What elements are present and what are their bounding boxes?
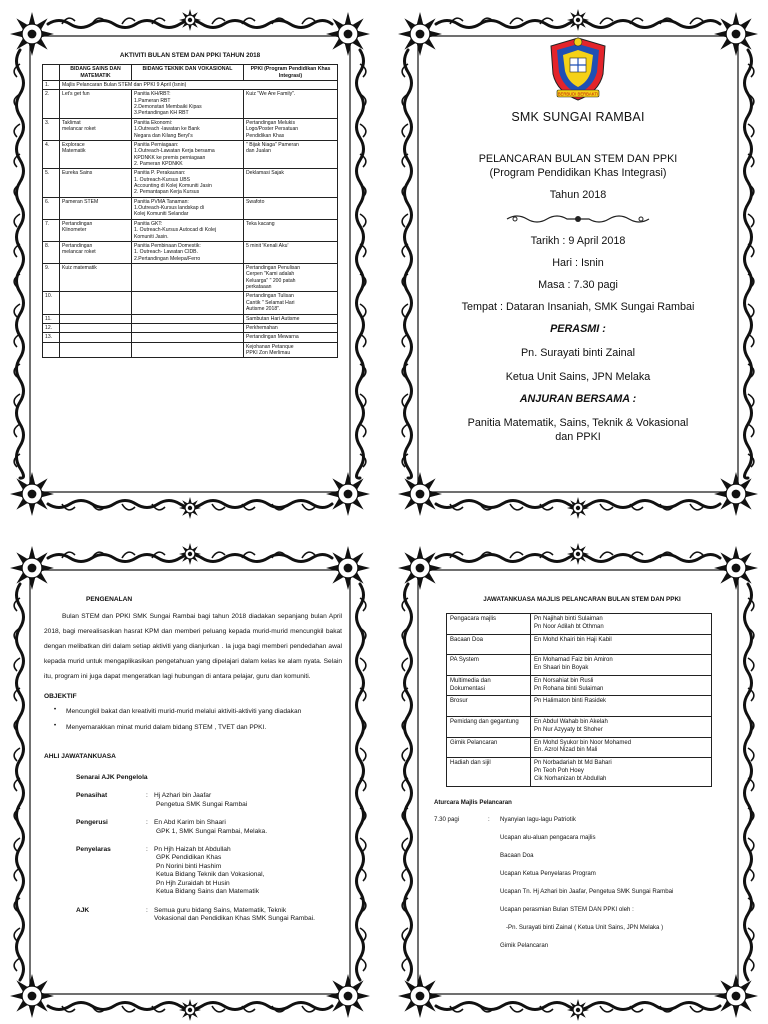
activity-line: Eureka Sains (62, 170, 93, 177)
header-teknik: BIDANG TEKNIK DAN VOKASIONAL (132, 65, 244, 81)
ajk-name-line: Hj Azhari bin Jaafar (154, 792, 212, 800)
vine-border (357, 50, 364, 478)
activity-ppki-cell (244, 90, 338, 118)
committee-names (531, 655, 712, 676)
aturcara-item: Ucapan Tn. Hj Azhari bin Jaafar, Pengetua SMK Sungai Rambai (500, 887, 674, 895)
activity-line: Kejohanan Petanque (246, 343, 294, 350)
activity-row (43, 263, 338, 291)
activity-teknik-cell (132, 263, 244, 291)
activity-line: Kolej Komuniti Selandar (134, 211, 189, 218)
activity-teknik-cell (132, 197, 244, 219)
event-title: PELANCARAN BULAN STEM DAN PPKI (478, 153, 678, 165)
ajk-colon: : (146, 906, 148, 914)
activity-row (43, 90, 338, 118)
activity-line: Panitia Ekonomi: (134, 119, 173, 126)
activity-line: Explorace (62, 141, 85, 148)
activity-line: Pertandingan Mewarna (246, 334, 299, 341)
ajk-heading: AHLI JAWATANKUASA (44, 753, 116, 761)
ajk-colon: : (146, 819, 148, 827)
committee-row (447, 634, 712, 655)
row-number: 5. (43, 169, 60, 197)
committee-role: Hadiah dan sijil (447, 758, 531, 786)
aturcara-item: -Pn. Surayati binti Zainal ( Ketua Unit Sains, JPN Melaka ) (506, 923, 664, 931)
header-ppki: PPKI (Program Pendidikan Khas Integrasi) (244, 65, 338, 81)
committee-name-line: En Mohd Khairi bin Haji Kabil (534, 636, 612, 643)
activities-title: AKTIVITI BULAN STEM DAN PPKI TAHUN 2018 (119, 52, 261, 59)
committee-names (531, 758, 712, 786)
committee-names (531, 696, 712, 717)
activity-line: Autisme 2018". (246, 306, 281, 313)
event-venue: Tempat : Dataran Insaniah, SMK Sungai Rambai (461, 301, 695, 314)
activity-line: 2. Pemantapan Kerja Kursus (134, 189, 200, 196)
row-number: 1. (43, 81, 60, 90)
objektif-text: Menyemarakkan minat murid dalam bidang STEM , TVET dan PPKI. (66, 724, 267, 732)
perasmi-name: Pn. Surayati binti Zainal (520, 347, 636, 360)
activity-line: Pertandingan Melukis (246, 119, 295, 126)
vine-curl (14, 124, 20, 137)
row-number: 3. (43, 118, 60, 140)
aturcara-item: Ucapan perasmian Bulan STEM DAN PPKI oleh : (500, 905, 634, 913)
ajk-subheading: Senarai AJK Pengelola (76, 773, 148, 781)
activity-teknik-cell (132, 219, 244, 241)
vine-curl (402, 658, 408, 671)
activity-ppki-cell (244, 118, 338, 140)
vine-border (357, 584, 364, 980)
aturcara-first-row (434, 816, 730, 823)
activity-ppki-cell (244, 169, 338, 197)
activity-line: Pendidikan Khas (246, 132, 285, 139)
aturcara-item: Ucapan alu-aluan pengacara majlis (500, 833, 596, 841)
activity-teknik-cell (132, 90, 244, 118)
activity-sains-cell (60, 263, 132, 291)
ajk-names (154, 792, 342, 809)
committee-name-line: En. Azrol Nizad bin Mali (534, 747, 598, 754)
anjuran-line1: Panitia Matematik, Sains, Teknik & Vokasional (467, 417, 689, 430)
activity-ppki-cell (244, 292, 338, 314)
activity-row (43, 169, 338, 197)
vine-curl (510, 504, 523, 510)
activity-line: Cerpen "Kami adalah (246, 271, 295, 278)
activity-line: 1.Pameran RBT (134, 97, 171, 104)
row-number (43, 342, 60, 358)
activity-line: melancar roket (62, 126, 96, 133)
activity-teknik-cell (132, 140, 244, 168)
aturcara-item: Bacaan Doa (500, 851, 534, 859)
row-number: 12. (43, 323, 60, 332)
activity-teknik-cell (132, 314, 244, 323)
committee-role: Brosur (447, 696, 531, 717)
intro-heading: PENGENALAN (86, 596, 133, 603)
event-day: Hari : Isnin (552, 257, 604, 270)
ajk-name-line: Pengetua SMK Sungai Rambai (156, 800, 248, 808)
committee-name-line: Pn Halimaton binti Rasidek (534, 698, 607, 705)
activity-line: Panitia PVMA Tanaman: (134, 198, 189, 205)
vine-border (745, 584, 752, 980)
corner-star-ornament (326, 546, 370, 590)
vine-curl (14, 658, 20, 671)
committee-name-line: En Mohamad Faiz bin Amiron (534, 657, 613, 664)
activity-line: Pertandingan Penulisan (246, 264, 301, 271)
activity-line: Panitia Pembinaan Domestik: (134, 242, 201, 249)
activity-teknik-cell (132, 118, 244, 140)
corner-star-ornament (714, 546, 758, 590)
committee-role: Pemidang dan gegantung (447, 716, 531, 737)
row-number: 8. (43, 241, 60, 263)
corner-star-ornament (179, 9, 201, 31)
committee-name-line: Pn Teoh Poh Hoey (534, 767, 584, 774)
activity-sains-cell (60, 140, 132, 168)
activities-header-row (43, 65, 338, 81)
ajk-name-line: Pn Norini binti Hashim (156, 862, 222, 870)
vine-curl (122, 18, 135, 24)
event-subtitle: (Program Pendidikan Khas Integrasi) (489, 167, 667, 180)
activity-ppki-cell (244, 219, 338, 241)
spacer (534, 706, 708, 714)
row-number: 4. (43, 140, 60, 168)
activity-sains-cell (60, 197, 132, 219)
corner-star-ornament (567, 543, 589, 565)
opening-text: Majlis Pelancaran Bulan STEM dan PPKI 9 April (Isnin) (60, 81, 338, 90)
event-year: Tahun 2018 (549, 189, 607, 202)
spacer (534, 644, 708, 652)
activity-teknik-cell (132, 169, 244, 197)
perasmi-label: PERASMI : (550, 323, 606, 336)
activity-line: 1.Outreach -lawatan ke Bank (134, 126, 200, 133)
activity-sains-cell (60, 342, 132, 358)
activity-row (43, 197, 338, 219)
objektif-list (44, 706, 342, 733)
activity-line: Komuniti Jasin. (134, 233, 169, 240)
activity-line: Keluarga" " 200 patah (246, 277, 296, 284)
row-number: 13. (43, 333, 60, 342)
ajk-role: Pengerusi (76, 819, 108, 827)
ajk-name-line: Pn Hjh Zuraidah bt Husin (156, 879, 230, 887)
activity-ppki-cell (244, 314, 338, 323)
activity-teknik-cell (132, 241, 244, 263)
committee-role: Gimik Pelancaran (447, 737, 531, 758)
activity-line: melancar roket (62, 249, 96, 256)
vine-curl (510, 18, 523, 24)
committee-name-line: Pn Noor Adilah bt Othman (534, 623, 604, 630)
activity-line: 5 minit 'Kenali Aku' (246, 242, 289, 249)
vine-curl (402, 124, 408, 137)
ajk-member-row (76, 792, 342, 809)
introduction-page (4, 540, 376, 1024)
activity-line: Teka kacang (246, 220, 275, 227)
ajk-role: AJK (76, 906, 90, 914)
activity-teknik-cell (132, 323, 244, 332)
activity-line: Pameran STEM (62, 198, 99, 205)
activity-ppki-cell (244, 197, 338, 219)
committee-name-line: Pn Najihah binti Sulaiman (534, 616, 603, 622)
aturcara-time: 7.30 pagi (434, 815, 460, 823)
committee-role: PA System (447, 655, 531, 676)
vine-curl (748, 124, 754, 137)
anjuran-label: ANJURAN BERSAMA : (519, 393, 637, 406)
committee-row (447, 758, 712, 786)
activity-teknik-cell (132, 342, 244, 358)
activity-row (43, 219, 338, 241)
activity-row (43, 323, 338, 332)
activity-line: Kuiz matematik (62, 264, 97, 271)
ajk-name-line: Ketua Bidang Teknik dan Vokasional, (156, 871, 265, 879)
vine-curl (122, 504, 135, 510)
activity-line: perkataaan (246, 284, 272, 291)
vine-curl (748, 658, 754, 671)
objektif-text: Mencungkil bakat dan kreativiti murid-murid melalui aktiviti-aktiviti yang diadakan (66, 708, 302, 716)
ajk-name-line: Pn Hjh Haizah bt Abdullah (154, 846, 231, 854)
activity-line: " Bijak Niaga" Pameran (246, 141, 299, 148)
activities-table (42, 64, 338, 358)
row-number: 6. (43, 197, 60, 219)
activity-teknik-cell (132, 333, 244, 342)
activity-line: 1. Outreach-Kursus UBS (134, 176, 191, 183)
objektif-heading: OBJEKTIF (44, 692, 77, 700)
activity-line: Logo/Poster Persatuan (246, 126, 299, 133)
committee-row (447, 655, 712, 676)
activity-line: Panitia GKT: (134, 220, 163, 227)
ajk-member-row (76, 846, 342, 897)
vine-curl (360, 124, 366, 137)
activity-line: Swafoto (246, 198, 265, 205)
activity-ppki-cell (244, 140, 338, 168)
vine-curl (402, 424, 408, 437)
objektif-item (44, 722, 342, 733)
activity-sains-cell (60, 314, 132, 323)
row-number: 10. (43, 292, 60, 314)
activity-sains-cell (60, 118, 132, 140)
activity-row (43, 314, 338, 323)
committee-name-line: En Mohd Syukor bin Noor Mohamed (534, 739, 632, 746)
crest-motto: BERBUDI BERBAKTI (557, 91, 599, 97)
activity-ppki-cell (244, 342, 338, 358)
activity-teknik-cell (132, 292, 244, 314)
ajk-name-line: GPK 1, SMK Sungai Rambai, Melaka. (156, 827, 268, 835)
committee-names (531, 675, 712, 696)
activity-sains-cell (60, 219, 132, 241)
school-crest-logo (543, 34, 613, 104)
activity-line: Perkhemahan (246, 324, 278, 331)
committee-name-line: En Shaari bin Boyak (534, 664, 589, 671)
activities-content (42, 52, 338, 494)
activity-line: Panitia P. Perakaunan: (134, 170, 186, 177)
aturcara-item: Ucapan Ketua Penyelaras Program (500, 869, 596, 877)
activity-line: Let's get fun (62, 91, 90, 98)
activity-line: 1. Outreach- Lawatan CIDB. (134, 249, 198, 256)
activity-line: dan Jualan (246, 148, 271, 155)
activity-line: Matematik (62, 148, 86, 155)
corner-star-ornament (179, 543, 201, 565)
aturcara-list (434, 834, 730, 949)
ajk-name-line: Semua guru bidang Sains, Matematik, Teknik (154, 906, 287, 914)
vine-curl (14, 424, 20, 437)
activity-ppki-cell (244, 333, 338, 342)
activity-line: Pertandingan (62, 220, 93, 227)
ajk-names (154, 846, 342, 897)
school-name: SMK SUNGAI RAMBAI (511, 110, 645, 124)
ajk-name-line: GPK Pendidikan Khas (156, 854, 222, 862)
perasmi-title: Ketua Unit Sains, JPN Melaka (505, 371, 651, 384)
vine-curl (14, 958, 20, 971)
activity-line: 1. Outreach-Kursus Autocad di Kolej (134, 227, 217, 234)
activity-ppki-cell (244, 263, 338, 291)
vine-curl (510, 552, 523, 558)
activity-line: Accounting di Kolej Komuniti Jasin (134, 183, 212, 190)
ajk-member-row (76, 819, 342, 836)
committee-name-line: En Norsahiat bin Rusli (534, 677, 594, 684)
committee-row (447, 737, 712, 758)
activity-line: Sambutan Hari Autisme (246, 315, 300, 322)
corner-star-ornament (10, 546, 54, 590)
header-no (43, 65, 60, 81)
activity-line: Pertandingan Tulisan (246, 293, 294, 300)
vine-curl (360, 424, 366, 437)
committee-table (446, 613, 712, 787)
committee-names (531, 737, 712, 758)
activity-line: Panitia Perniagaan: (134, 141, 179, 148)
committee-name-line: Pn Norbadariah bt Md Bahari (534, 760, 612, 767)
activity-line: Klinometer (62, 227, 87, 234)
aturcara-item: Nyanyian lagu-lagu Patriotik (500, 815, 576, 823)
introduction-content (44, 596, 342, 1024)
corner-star-ornament (326, 12, 370, 56)
activity-line: 1.Outreach-Lawatan Kerja bersama (134, 148, 215, 155)
committee-name-line: Cik Norhanizan bt Abdullah (534, 775, 607, 782)
ajk-name-line: Vokasional dan Pendidikan Khas SMK Sungai Rambai. (154, 915, 315, 923)
activity-sains-cell (60, 292, 132, 314)
committee-title: JAWATANKUASA MAJLIS PELANCARAN BULAN STEM DAN PPKI (483, 596, 681, 603)
committee-role: Bacaan Doa (447, 634, 531, 655)
activity-row (43, 118, 338, 140)
activity-line: 1.Outreach-Kursus landskap di (134, 205, 204, 212)
committee-row (447, 716, 712, 737)
aturcara-title: Aturcara Majlis Pelancaran (434, 798, 512, 806)
ajk-name-line: Ketua Bidang Sains dan Matematik (156, 888, 259, 896)
vine-curl (748, 424, 754, 437)
corner-star-ornament (398, 546, 442, 590)
vine-curl (402, 958, 408, 971)
committee-role: Multimedia dan Dokumentasi (447, 675, 531, 696)
ajk-names (154, 907, 342, 924)
corner-star-ornament (567, 9, 589, 31)
corner-star-ornament (179, 497, 201, 519)
committee-row (447, 675, 712, 696)
ajk-colon: : (146, 846, 148, 854)
aturcara-colon: : (488, 815, 490, 823)
activity-ppki-cell (244, 323, 338, 332)
vine-border (405, 50, 412, 478)
bullet-icon: • (53, 706, 57, 714)
activity-sains-cell (60, 169, 132, 197)
vine-curl (122, 552, 135, 558)
vine-curl (360, 958, 366, 971)
ajk-names (154, 819, 342, 836)
ajk-role: Penasihat (76, 792, 108, 800)
activity-line: Pertandingan (62, 242, 93, 249)
committee-row (447, 696, 712, 717)
activity-row (43, 333, 338, 342)
aturcara-item: Gimik Pelancaran (500, 941, 549, 949)
objektif-item (44, 706, 342, 717)
committee-content (434, 596, 730, 1024)
committee-row (447, 614, 712, 635)
activity-sains-cell (60, 241, 132, 263)
ajk-list (76, 792, 342, 923)
row-number: 2. (43, 90, 60, 118)
committee-name-line: Pn Nur Azyyaty bt Shoher (534, 726, 603, 733)
intro-paragraph: Bulan STEM dan PPKI SMK Sungai Rambai bagi tahun 2018 diadakan sepanjang bulan April 2018, bagi merealisasikan hasrat KPM dan memberi peluang kepada murid-murid mencungkil bakat dengan melibatkan diri dalam setiap aktiviti yang dianjurkan . Ia juga bagi memberi pendedahan awal kepada murid untuk mengaplikasikan pengetahuan yang dipelajari dalam kelas ke alam nyata. Selain itu, program ini juga dapat mengeratkan lagi hubungan di antara pelajar, guru dan komuniti. (44, 613, 342, 680)
event-date: Tarikh : 9 April 2018 (530, 235, 626, 248)
activity-line: Taklimat (62, 119, 81, 126)
activity-line: 2.Demonstari Membaiki Kipas (134, 104, 202, 111)
activity-line: 2. Pameran KPDNKK (134, 160, 183, 167)
ajk-role: Penyelaras (76, 846, 111, 854)
activity-line: PPKI Zon Merlimau (246, 349, 291, 356)
vine-curl (360, 658, 366, 671)
activity-line: 3.Pertandingan KH RBT (134, 110, 189, 117)
activity-ppki-cell (244, 241, 338, 263)
corner-star-ornament (10, 12, 54, 56)
activity-row (43, 342, 338, 358)
activity-sains-cell (60, 333, 132, 342)
committee-names (531, 614, 712, 635)
row-number: 7. (43, 219, 60, 241)
activity-sains-cell (60, 90, 132, 118)
vine-border (17, 584, 24, 980)
committee-name-line: En Abdul Wahab bin Akelah (534, 718, 608, 725)
committee-names (531, 634, 712, 655)
activities-page (4, 6, 376, 522)
ajk-member-row (76, 907, 342, 924)
committee-page (392, 540, 764, 1024)
vine-border (405, 584, 412, 980)
vine-curl (748, 958, 754, 971)
activity-line: KPDNKK ke premis perniagaan (134, 154, 206, 161)
activity-line: Panitia KH/RBT: (134, 91, 171, 98)
ajk-name-line: En Abd Karim bin Shaari (154, 819, 226, 827)
activity-row (43, 292, 338, 314)
activity-row (43, 241, 338, 263)
activity-line: Kuiz "We Are Family". (246, 91, 296, 98)
row-number: 11. (43, 314, 60, 323)
activity-line: Negara dan Kilang Beryl's (134, 132, 193, 139)
header-sains: BIDANG SAINS DAN MATEMATIK (60, 65, 132, 81)
activity-line: Deklamasi Sajak (246, 170, 284, 177)
event-time: Masa : 7.30 pagi (538, 279, 618, 292)
bullet-icon: • (53, 722, 57, 730)
committee-names (531, 716, 712, 737)
activity-sains-cell (60, 323, 132, 332)
row-number: 9. (43, 263, 60, 291)
anjuran-line2: dan PPKI (555, 431, 601, 444)
vine-border (745, 50, 752, 478)
flourish-divider (503, 212, 653, 226)
cover-page (392, 6, 764, 522)
opening-row (43, 81, 338, 90)
ajk-colon: : (146, 792, 148, 800)
activity-row (43, 140, 338, 168)
vine-border (17, 50, 24, 478)
committee-role: Pengacara majlis (447, 614, 531, 635)
activity-line: Cantik " Selamat Hari (246, 299, 295, 306)
cover-content (428, 34, 728, 504)
committee-name-line: Pn Rohana binti Sulaiman (534, 685, 604, 692)
activity-line: 2.Pertandingan Melepa/Ferro (134, 255, 201, 262)
